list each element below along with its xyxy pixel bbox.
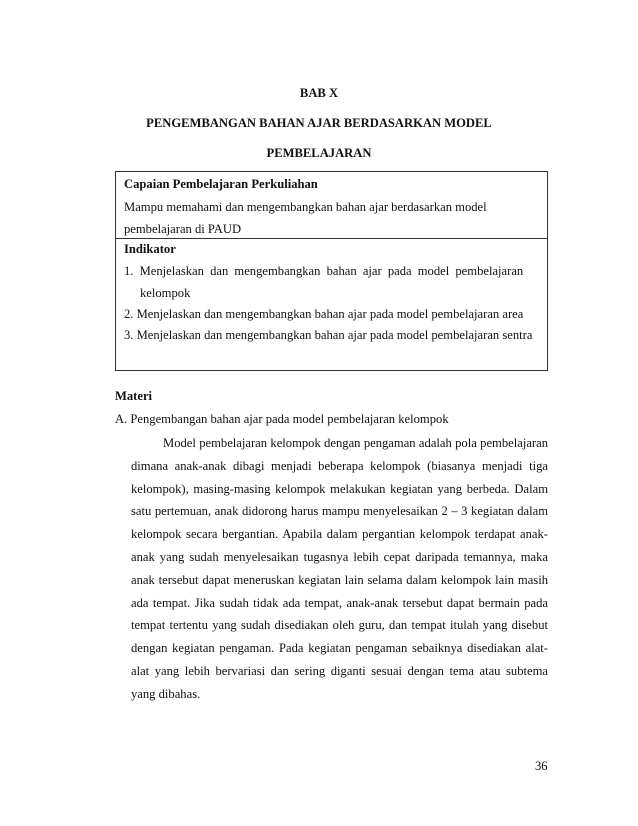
body-paragraph: Model pembelajaran kelompok dengan pengaman adalah pola pembelajaran dimana anak-anak dibagi menjadi beberapa kelompok (biasanya menjadi tiga kelompok), masing-masing kelompok melakukan kegiatan yang berbeda. Dalam satu pertemuan, anak didorong harus mampu menyelesaikan 2 – 3 kegiatan dalam kelompok secara bergantian. Apabila dalam pergantian kelompok terdapat anak-anak yang sudah menyelesaikan tugasnya lebih cepat daripada temannya, maka anak tersebut dapat meneruskan kegiatan lain selama dalam kelompok lain masih ada tempat. Jika sudah tidak ada tempat, anak-anak tersebut dapat bermain pada tempat tertentu yang sudah disediakan oleh guru, dan tempat itulah yang disebut dengan kegiatan pengaman. Pada kegiatan pengaman sebaiknya disediakan alat-alat yang lebih bervariasi dan sering diganti sesuai dengan tema atau subtema yang dibahas. [131,436,548,701]
chapter-title-line1: PENGEMBANGAN BAHAN AJAR BERDASARKAN MODEL [146,116,492,130]
section-a-heading: A. Pengembangan bahan ajar pada model pembelajaran kelompok [115,412,449,426]
indikator-heading: Indikator [124,242,176,256]
page-number: 36 [535,759,548,773]
capaian-heading: Capaian Pembelajaran Perkuliahan [124,177,318,191]
indikator-item-1: 1. Menjelaskan dan mengembangkan bahan ajar pada model pembelajaran [124,264,524,278]
box-divider [116,238,547,239]
capaian-text-line2: pembelajaran di PAUD [124,222,242,236]
capaian-text-line1: Mampu memahami dan mengembangkan bahan ajar berdasarkan model [124,200,487,214]
learning-outcomes-box [115,171,548,371]
indikator-item-2: 2. Menjelaskan dan mengembangkan bahan ajar pada model pembelajaran area [124,307,524,321]
materi-heading: Materi [115,389,153,403]
chapter-label: BAB X [299,86,339,100]
indikator-item-1-continuation: kelompok [140,286,191,300]
chapter-title-line2: PEMBELAJARAN [266,146,372,160]
indikator-item-3: 3. Menjelaskan dan mengembangkan bahan ajar pada model pembelajaran sentra [124,328,533,342]
